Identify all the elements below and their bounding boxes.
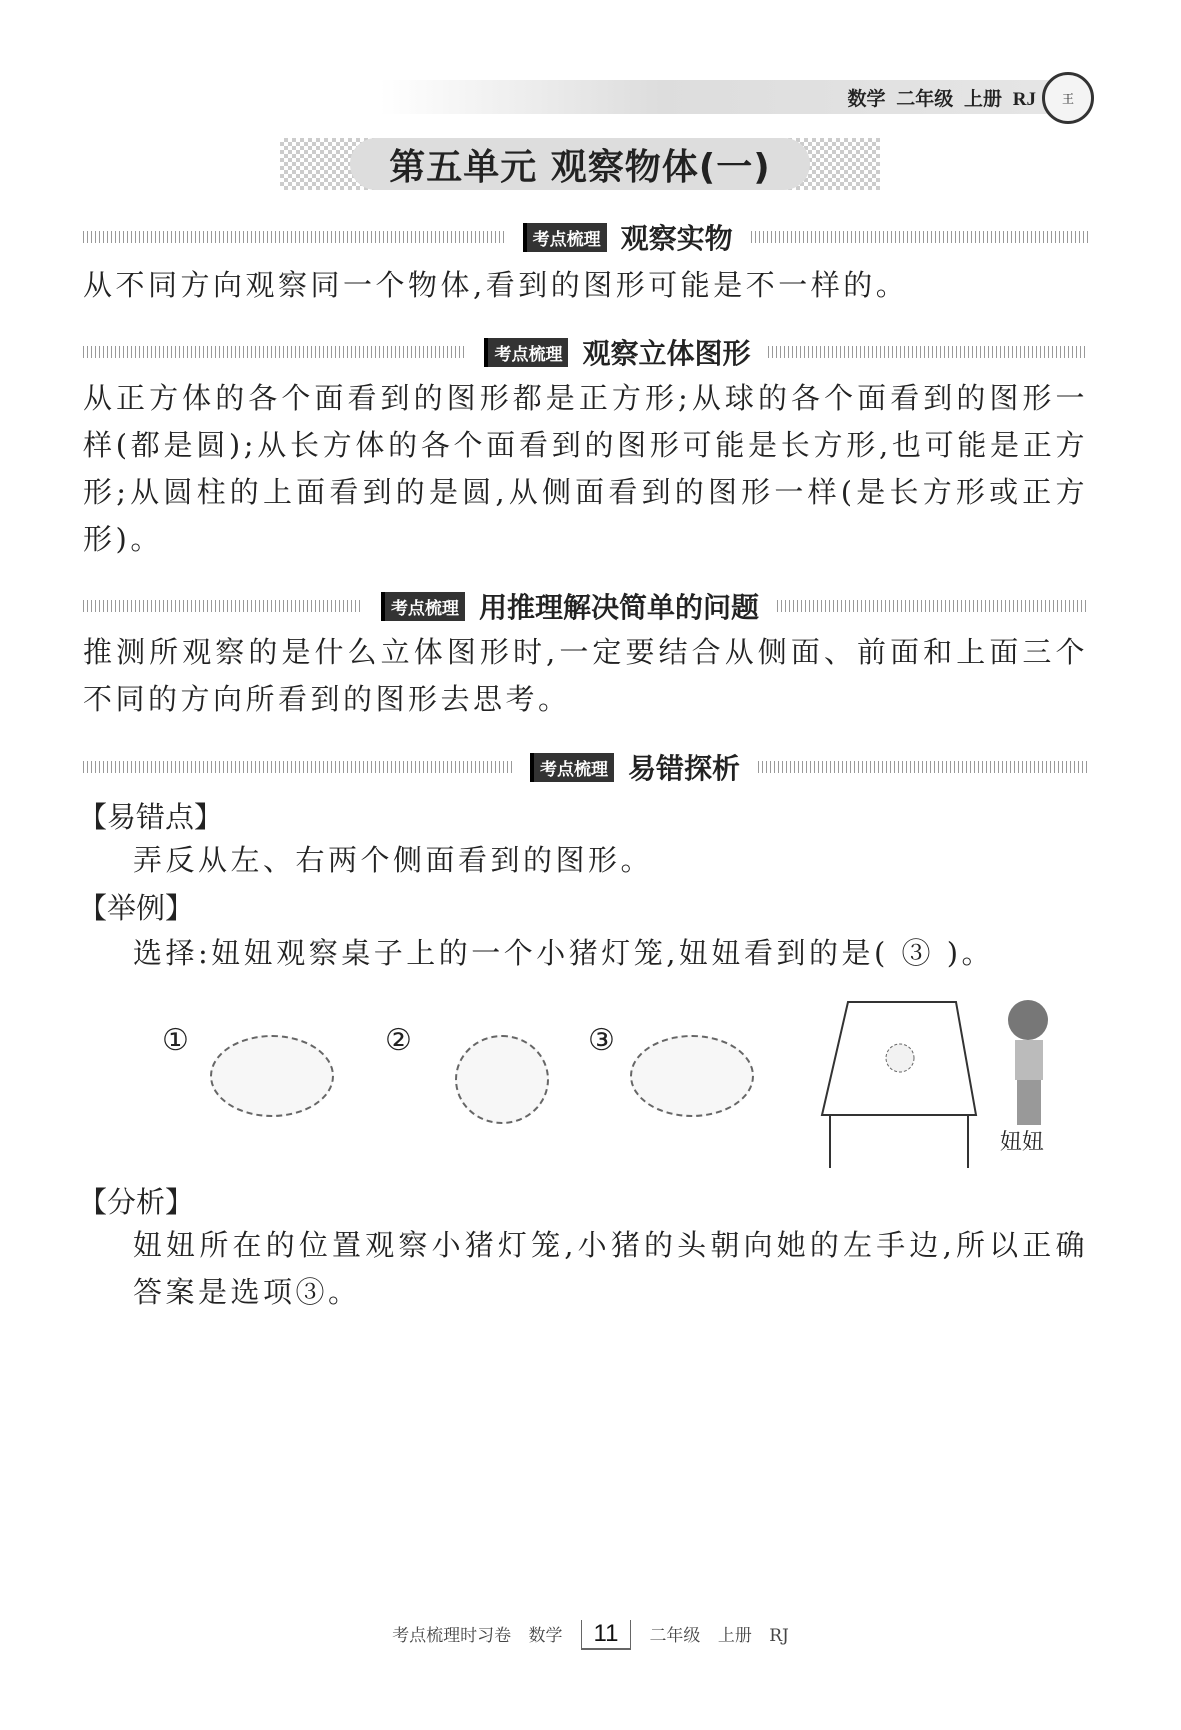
error-text: 弄反从左、右两个侧面看到的图形。 bbox=[133, 843, 654, 877]
analysis-text: 妞妞所在的位置观察小猪灯笼,小猪的头朝向她的左手边,所以正确答案是选项③。 bbox=[133, 1228, 1088, 1309]
dotted-rule bbox=[83, 346, 466, 358]
dotted-rule bbox=[83, 231, 505, 243]
badge: 考点梳理 bbox=[523, 223, 607, 252]
option-number: ③ bbox=[588, 1023, 615, 1058]
dotted-rule bbox=[751, 231, 1088, 243]
section-header bbox=[83, 222, 1088, 255]
section-text: 从正方体的各个面看到的图形都是正方形;从球的各个面看到的图形一样(都是圆);从长方体的各个面看到的图形可能是长方形,也可能是正方形;从圆柱的上面看到的是圆,从侧面看到的图形一样(是长方形或正方形)。 bbox=[83, 381, 1088, 556]
footer-left: 考点梳理时习卷 数学 bbox=[392, 1626, 563, 1646]
dotted-rule bbox=[758, 761, 1088, 773]
girl-label: 妞妞 bbox=[1000, 1130, 1045, 1155]
footer bbox=[0, 1620, 1181, 1650]
example-text: 选择:妞妞观察桌子上的一个小猪灯笼,妞妞看到的是( ③ )。 bbox=[133, 936, 995, 970]
dotted-rule bbox=[83, 761, 512, 773]
badge: 考点梳理 bbox=[484, 338, 568, 367]
dotted-rule bbox=[83, 600, 363, 612]
section-text: 从不同方向观察同一个物体,看到的图形可能是不一样的。 bbox=[83, 268, 909, 302]
section-title: 易错探析 bbox=[627, 752, 740, 785]
section-title: 用推理解决简单的问题 bbox=[478, 591, 759, 624]
section-text: 推测所观察的是什么立体图形时,一定要结合从侧面、前面和上面三个不同的方向所看到的图形去思考。 bbox=[83, 635, 1088, 716]
section-header bbox=[83, 337, 1088, 370]
page-number: 11 bbox=[581, 1620, 632, 1650]
option-number: ② bbox=[385, 1023, 412, 1058]
dotted-rule bbox=[768, 346, 1088, 358]
error-label: 【易错点】 bbox=[78, 800, 224, 834]
publisher-logo: 王 bbox=[1042, 72, 1094, 124]
section-header bbox=[83, 752, 1088, 785]
header-text: 数学 二年级 上册 RJ bbox=[847, 89, 1036, 110]
pig-lantern-image bbox=[455, 1035, 549, 1124]
section-title: 观察实物 bbox=[620, 222, 733, 255]
unit-title: 第五单元 观察物体(一) bbox=[350, 138, 810, 190]
pig-lantern-image bbox=[210, 1035, 334, 1117]
section-title: 观察立体图形 bbox=[582, 337, 751, 370]
unit-title-banner bbox=[280, 138, 880, 190]
footer-right: 二年级 上册 RJ bbox=[649, 1626, 789, 1646]
badge: 考点梳理 bbox=[381, 592, 465, 621]
pig-lantern-image bbox=[630, 1035, 754, 1117]
analysis-label: 【分析】 bbox=[78, 1185, 195, 1219]
option-number: ① bbox=[162, 1023, 189, 1058]
section-header bbox=[83, 591, 1088, 624]
dotted-rule bbox=[777, 600, 1088, 612]
badge: 考点梳理 bbox=[530, 753, 614, 782]
example-label: 【举例】 bbox=[78, 891, 195, 925]
